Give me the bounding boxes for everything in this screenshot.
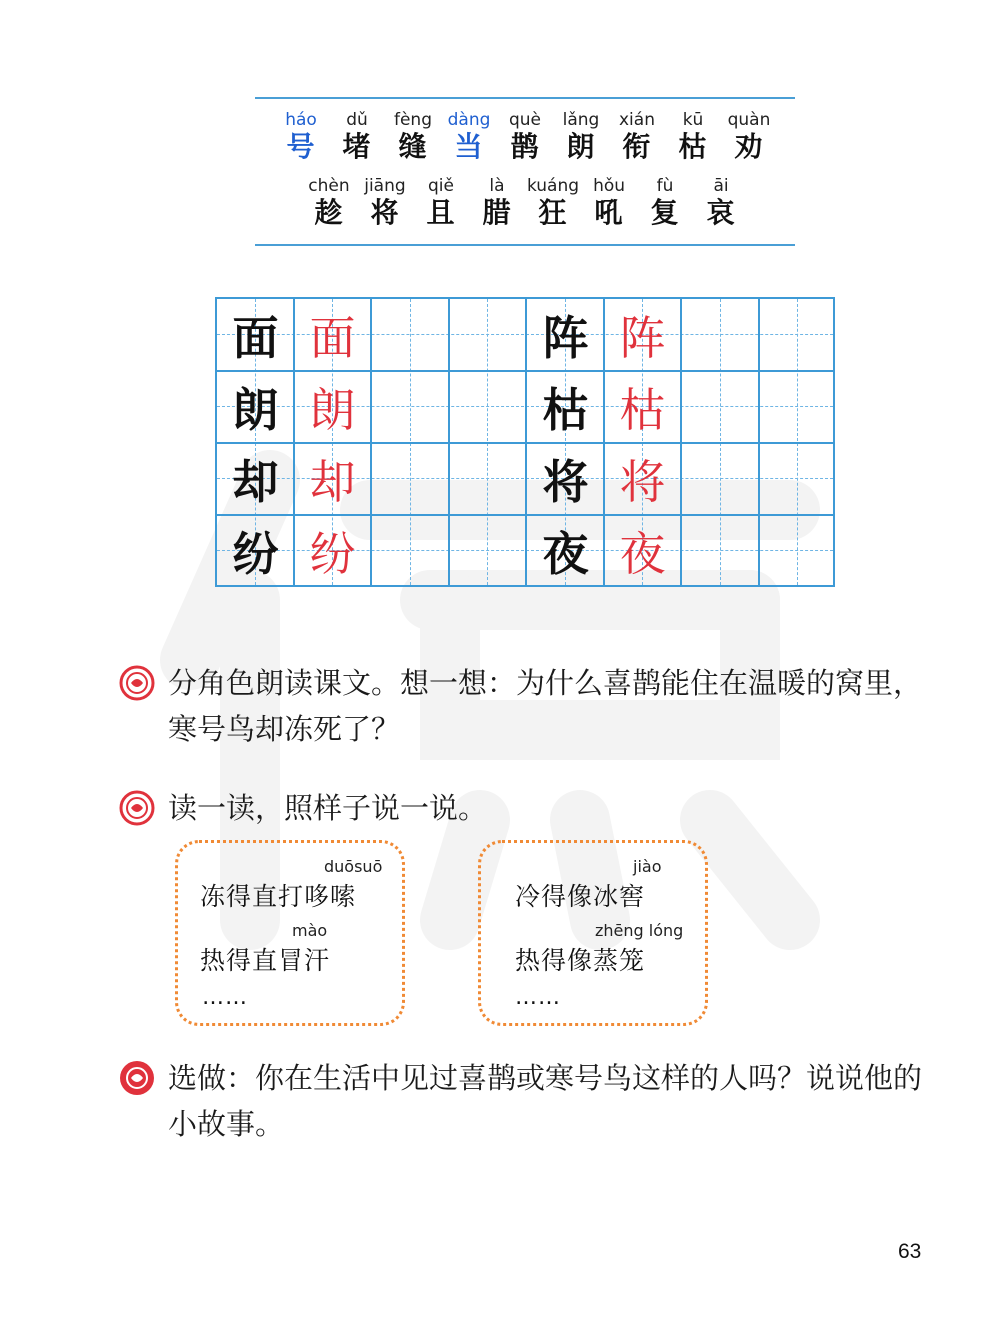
pinyin: là <box>489 176 505 196</box>
pinyin: dǔ <box>346 110 368 130</box>
hanzi: 复 <box>650 196 680 229</box>
example-hanzi: 热得直冒汗 <box>200 946 331 975</box>
example-ellipsis: …… <box>515 985 561 1010</box>
pinyin: kū <box>682 110 704 130</box>
vocab-item <box>583 176 635 230</box>
hanzi: 枯 <box>678 130 708 163</box>
vocab-item <box>667 110 719 164</box>
grid-char-model: 阵 <box>542 311 589 365</box>
pinyin: lǎng <box>562 110 600 130</box>
task-text: 读一读，照样子说一说。 <box>168 791 488 825</box>
task-bullet-icon <box>118 789 156 827</box>
grid-char-trace: 纷 <box>309 527 356 581</box>
task-bullet-icon <box>118 1059 156 1097</box>
example-ellipsis: …… <box>202 985 248 1010</box>
example-pinyin: mào <box>292 921 328 940</box>
grid-char-model: 夜 <box>542 527 589 581</box>
pinyin: fèng <box>393 110 432 130</box>
vocab-item <box>331 110 383 164</box>
pinyin: jiāng <box>364 176 406 196</box>
example-phrase <box>503 921 684 977</box>
grid-char-trace: 面 <box>309 311 356 365</box>
pinyin: chèn <box>308 176 350 196</box>
grid-char-model: 却 <box>232 455 279 509</box>
grid-char-trace: 夜 <box>619 527 666 581</box>
example-box-left <box>175 840 405 1026</box>
grid-char-trace: 枯 <box>619 383 666 437</box>
vocab-item <box>387 110 439 164</box>
hanzi: 劝 <box>734 130 764 163</box>
grid-char-trace: 朗 <box>309 383 356 437</box>
vocab-item <box>499 110 551 164</box>
grid-char-model: 将 <box>542 455 589 509</box>
vocab-bottom-rule <box>255 244 795 246</box>
grid-char-trace: 将 <box>619 455 666 509</box>
vocab-item <box>527 176 579 230</box>
vocab-item <box>443 110 495 164</box>
pinyin: hǒu <box>593 176 626 196</box>
example-pinyin: zhēng lóng <box>595 921 684 940</box>
example-hanzi: 热得像蒸笼 <box>515 946 646 975</box>
pinyin: āi <box>713 176 729 196</box>
pinyin: háo <box>285 110 317 130</box>
vocab-item <box>415 176 467 230</box>
vocab-item <box>275 110 327 164</box>
grid-char-model: 纷 <box>232 527 279 581</box>
grid-char-model: 枯 <box>542 383 589 437</box>
example-pinyin: jiào <box>633 857 662 876</box>
pinyin: què <box>508 110 542 130</box>
hanzi: 缝 <box>398 130 428 163</box>
example-pinyin: duōsuō <box>324 857 383 876</box>
example-phrase <box>200 857 383 913</box>
task-bullet-icon <box>118 664 156 702</box>
hanzi: 狂 <box>538 196 568 229</box>
vocab-item <box>695 176 747 230</box>
pinyin: dàng <box>447 110 491 130</box>
grid-char-model: 面 <box>232 311 279 365</box>
hanzi: 朗 <box>566 130 596 163</box>
hanzi: 且 <box>426 196 456 229</box>
task-read-and-say <box>118 785 938 831</box>
hanzi: 哀 <box>706 196 736 229</box>
task-text: 选做：你在生活中见过喜鹊或寒号鸟这样的人吗？说说他的小故事。 <box>168 1061 923 1141</box>
page-number: 63 <box>898 1240 922 1263</box>
example-hanzi: 冷得像冰窖 <box>515 882 646 911</box>
vocab-item <box>359 176 411 230</box>
vocab-row-1 <box>255 110 795 164</box>
pinyin: quàn <box>727 110 771 130</box>
example-box-right <box>478 840 708 1026</box>
example-phrase <box>200 921 331 977</box>
vocab-item <box>303 176 355 230</box>
hanzi: 当 <box>454 130 484 163</box>
hanzi: 趁 <box>314 196 344 229</box>
hanzi: 堵 <box>342 130 372 163</box>
hanzi: 吼 <box>594 196 624 229</box>
vocab-item <box>723 110 775 164</box>
hanzi: 号 <box>286 130 316 163</box>
pinyin: fù <box>656 176 674 196</box>
hanzi: 衔 <box>622 130 652 163</box>
vocab-row-2 <box>255 176 795 230</box>
grid-char-trace: 阵 <box>619 311 666 365</box>
vocab-item <box>611 110 663 164</box>
grid-char-trace: 却 <box>309 455 356 509</box>
hanzi: 将 <box>370 196 400 229</box>
hanzi: 鹊 <box>510 130 540 163</box>
grid-char-model: 朗 <box>232 383 279 437</box>
pinyin: qiě <box>427 176 454 196</box>
vocab-item <box>471 176 523 230</box>
example-hanzi: 冻得直打哆嗦 <box>200 882 357 911</box>
pinyin: xián <box>619 110 655 130</box>
task-optional <box>118 1055 938 1147</box>
vocab-item <box>555 110 607 164</box>
vocab-item <box>639 176 691 230</box>
vocab-top-rule <box>255 97 795 99</box>
task-text: 分角色朗读课文。想一想：为什么喜鹊能住在温暖的窝里，寒号鸟却冻死了？ <box>168 666 923 746</box>
task-role-reading <box>118 660 938 752</box>
pinyin: kuáng <box>526 176 580 196</box>
example-phrase <box>503 857 662 913</box>
writing-grid <box>215 297 835 587</box>
hanzi: 腊 <box>482 196 512 229</box>
